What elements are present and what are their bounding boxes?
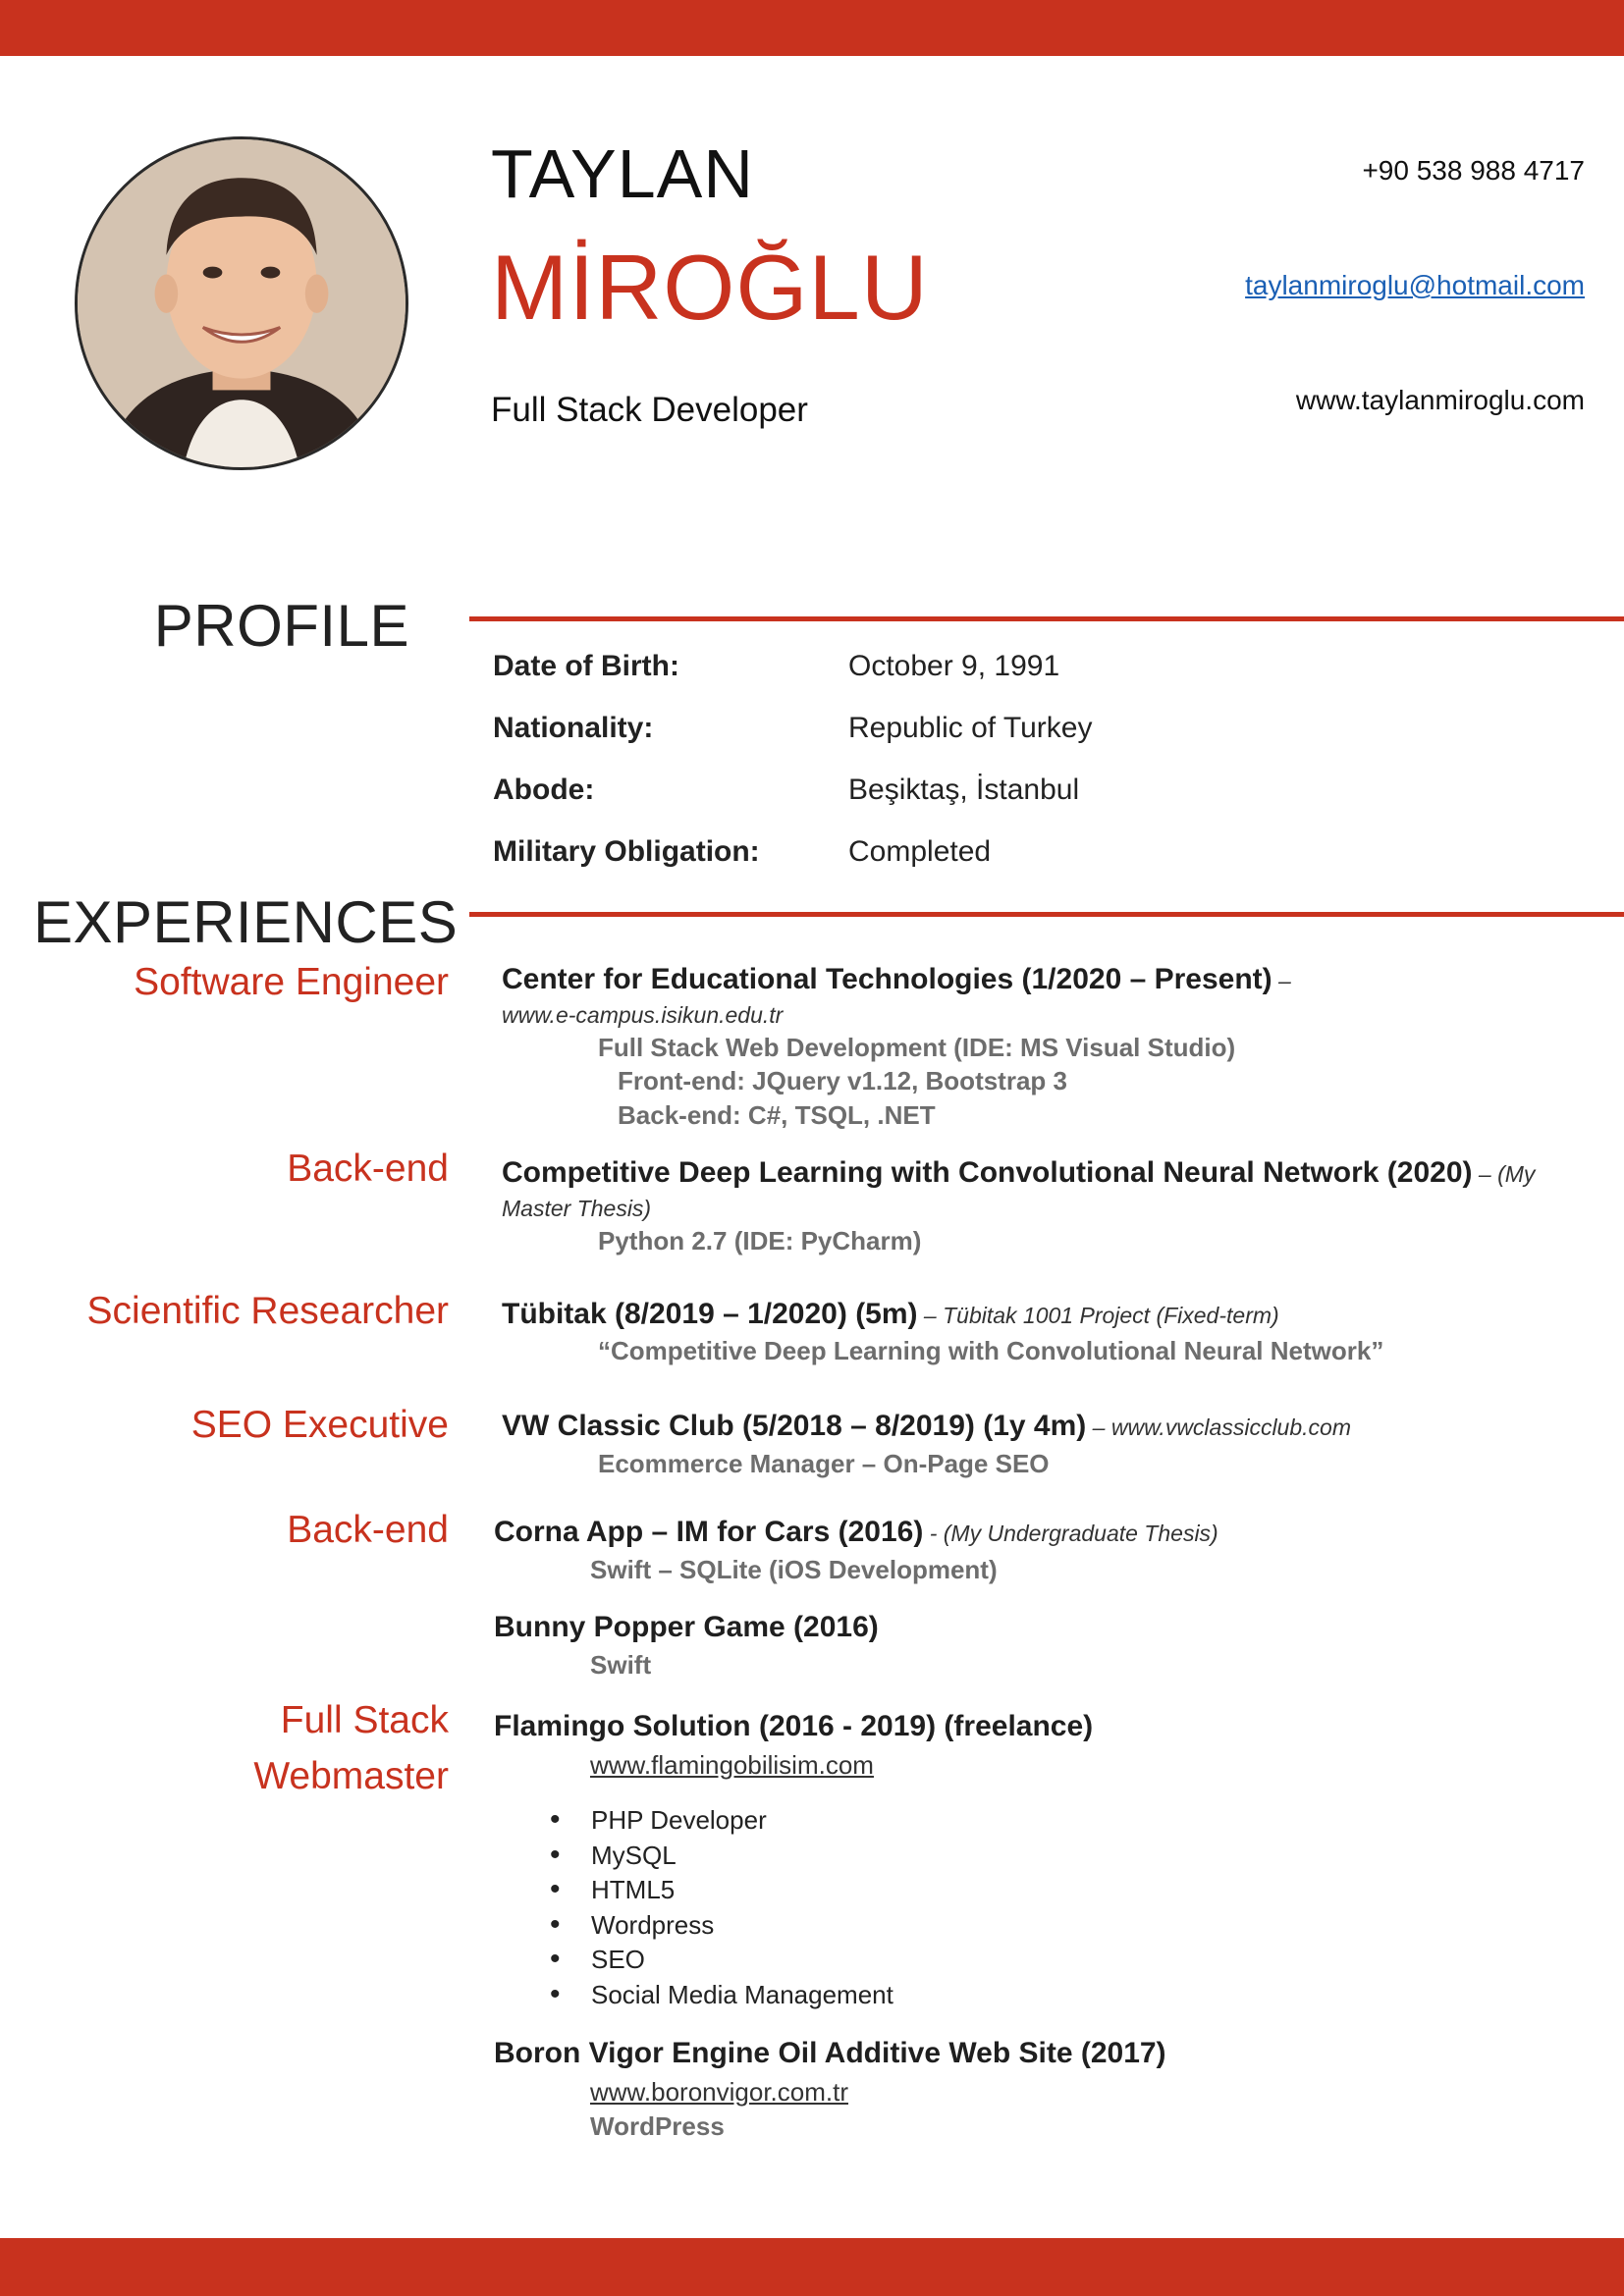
- list-item: • Wordpress: [550, 1910, 893, 1946]
- experience-8-detail-1: WordPress: [590, 2111, 725, 2141]
- email-link[interactable]: taylanmiroglu@hotmail.com: [1245, 270, 1585, 300]
- experience-5-detail-1: Swift – SQLite (iOS Development): [590, 1555, 998, 1584]
- avatar: [75, 136, 408, 470]
- experiences-divider: [469, 912, 1624, 917]
- side-label-back-end-2: Back-end: [287, 1509, 449, 1551]
- first-name: TAYLAN: [491, 135, 754, 212]
- experience-1-url: www.e-campus.isikun.edu.tr: [502, 1002, 784, 1028]
- experiences-heading: EXPERIENCES: [33, 889, 459, 955]
- experience-5-title: Corna App – IM for Cars (2016): [494, 1516, 924, 1548]
- side-label-scientific-researcher: Scientific Researcher: [86, 1290, 449, 1332]
- profile-label-abode: Abode:: [493, 774, 595, 806]
- bottom-accent-band: [0, 2238, 1624, 2296]
- profile-value-nationality: Republic of Turkey: [848, 712, 1093, 744]
- experience-6-detail-1: Swift: [590, 1650, 652, 1680]
- experience-1-heading: [502, 963, 1291, 996]
- avatar-photo-illustration: [78, 139, 406, 467]
- profile-label-military: Military Obligation:: [493, 835, 760, 868]
- experience-1-detail-2: Front-end: JQuery v1.12, Bootstrap 3: [618, 1066, 1067, 1095]
- website-text: www.taylanmiroglu.com: [1295, 385, 1585, 415]
- list-item: • MySQL: [550, 1841, 893, 1876]
- profile-label-nationality: Nationality:: [493, 712, 654, 744]
- experience-8-link[interactable]: www.boronvigor.com.tr: [590, 2077, 848, 2107]
- list-item: • HTML5: [550, 1875, 893, 1910]
- experience-3-title: Tübitak (8/2019 – 1/2020) (5m): [502, 1298, 918, 1330]
- experience-6-title: Bunny Popper Game (2016): [494, 1611, 879, 1643]
- experience-3-note: – Tübitak 1001 Project (Fixed-term): [917, 1303, 1279, 1328]
- experience-4-note: – www.vwclassicclub.com: [1086, 1415, 1351, 1440]
- experience-2-title: Competitive Deep Learning with Convolutional Neural Network (2020): [502, 1156, 1473, 1189]
- experience-7-title: Flamingo Solution (2016 - 2019) (freelance): [494, 1710, 1094, 1742]
- experience-1-title: Center for Educational Technologies (1/2020 – Present): [502, 963, 1272, 995]
- list-item: • Social Media Management: [550, 1980, 893, 2015]
- experience-4-heading: [502, 1410, 1351, 1443]
- list-item: • PHP Developer: [550, 1805, 893, 1841]
- profile-divider: [469, 616, 1624, 621]
- profile-value-dob: October 9, 1991: [848, 650, 1060, 682]
- side-label-webmaster: Webmaster: [253, 1755, 449, 1797]
- experience-2-heading: [502, 1156, 1535, 1190]
- experience-4-title: VW Classic Club (5/2018 – 8/2019) (1y 4m): [502, 1410, 1087, 1442]
- profile-value-military: Completed: [848, 835, 992, 868]
- experience-7-skill-list: [550, 1805, 893, 2015]
- experience-1-detail-3: Back-end: C#, TSQL, .NET: [618, 1100, 936, 1130]
- side-label-software-engineer: Software Engineer: [134, 961, 449, 1003]
- experience-5-heading: [494, 1516, 1218, 1549]
- experience-2-detail-1: Python 2.7 (IDE: PyCharm): [598, 1226, 922, 1255]
- last-name: MİROĞLU: [491, 236, 929, 339]
- profile-label-dob: Date of Birth:: [493, 650, 679, 682]
- side-label-back-end-1: Back-end: [287, 1148, 449, 1190]
- list-item: • SEO: [550, 1945, 893, 1980]
- phone-number: +90 538 988 4717: [1362, 155, 1585, 186]
- experience-2-note-2: Master Thesis): [502, 1196, 652, 1221]
- side-label-seo-executive: SEO Executive: [190, 1404, 449, 1446]
- profile-value-abode: Beşiktaş, İstanbul: [848, 774, 1080, 806]
- top-accent-band: [0, 0, 1624, 56]
- experience-1-dash: –: [1272, 968, 1291, 993]
- experience-3-heading: [502, 1298, 1279, 1331]
- experience-4-detail-1: Ecommerce Manager – On-Page SEO: [598, 1449, 1050, 1478]
- experience-1-detail-1: Full Stack Web Development (IDE: MS Visual Studio): [598, 1033, 1236, 1062]
- profile-heading: PROFILE: [153, 593, 409, 659]
- experience-7-link[interactable]: www.flamingobilisim.com: [590, 1750, 874, 1780]
- experience-5-note: - (My Undergraduate Thesis): [923, 1521, 1218, 1546]
- job-title: Full Stack Developer: [491, 391, 808, 429]
- experience-8-title: Boron Vigor Engine Oil Additive Web Site (2017): [494, 2037, 1166, 2069]
- experience-2-note-1: – (My: [1472, 1161, 1536, 1187]
- experience-3-detail-1: “Competitive Deep Learning with Convolutional Neural Network”: [598, 1336, 1384, 1365]
- side-label-full-stack: Full Stack: [280, 1699, 449, 1741]
